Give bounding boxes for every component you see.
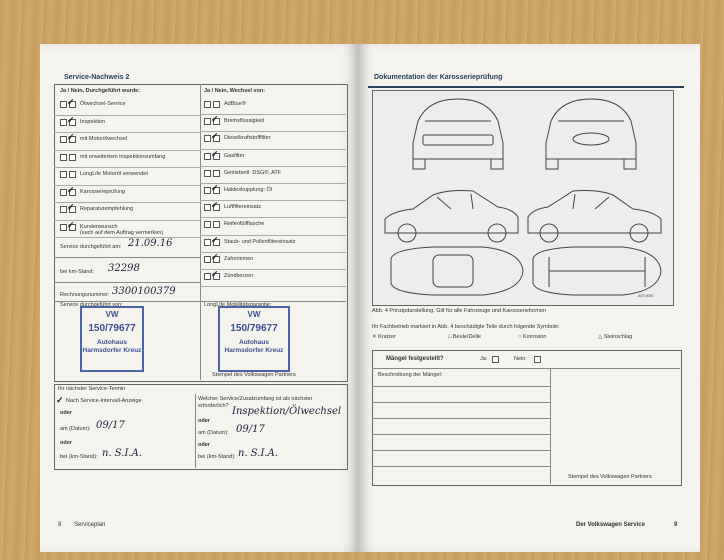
left-check-mark-2: ✓ (67, 132, 75, 142)
right-check-mark-3: ✓ (211, 148, 219, 159)
service-date-label: Service durchgeführt am: (60, 244, 122, 250)
left-item-sublabel: (such auf dem Auftrag vermerken) (80, 229, 164, 236)
right-check-mark-1: ✓ (211, 114, 219, 125)
right-check-mark-6: ✓ (211, 200, 219, 211)
symbol-beule: □ Beule/Delle (448, 334, 481, 340)
right-checkbox-10[interactable] (204, 273, 211, 280)
km-label: bei km-Stand: (60, 269, 94, 275)
oder-4: oder (198, 442, 210, 448)
left-item-label: LongLife Motoröl verwendet (80, 171, 148, 177)
left-item-label: Reparaturempfehlung (80, 206, 134, 212)
am-value-right: 09/17 (236, 424, 265, 435)
stamp-line1: Autohaus (97, 339, 127, 346)
left-checkbox-6[interactable] (60, 206, 67, 213)
right-item-label: AdBlue® (224, 101, 246, 107)
am-label-left: am (Datum): (60, 426, 91, 432)
stamp-brand: VW (247, 310, 261, 319)
stamp-by-label: Service durchgeführt von: (60, 302, 123, 308)
bei-value-right: n. S.I.A. (238, 448, 278, 459)
car-side-left (385, 191, 518, 243)
right-check-mark-2: ✓ (211, 131, 219, 142)
invoice-value: 3300100379 (112, 286, 176, 297)
yes-label: Ja: (480, 356, 488, 362)
stamp-line1: Autohaus (239, 339, 269, 346)
right-checkbox-4[interactable] (204, 170, 211, 177)
left-check-mark-0: ✓ (67, 97, 75, 107)
bei-label-right: bei (km-Stand): (198, 454, 236, 460)
right-item-label: Gasfilter (224, 152, 245, 159)
next-service-value: Inspektion/Ölwechsel (232, 406, 342, 417)
defects-no-checkbox[interactable] (534, 356, 541, 363)
car-front-view (413, 99, 503, 169)
right-checkbox-5[interactable] (204, 187, 211, 194)
oder-1: oder (60, 410, 72, 416)
right-check-mark-10: ✓ (211, 269, 219, 279)
am-label-right: am (Datum): (198, 430, 229, 436)
right-checkbox-6[interactable] (204, 204, 211, 211)
car-diagram (372, 90, 674, 306)
left-page-number: 8 (58, 522, 62, 528)
stamp-number: 150/79677 (88, 323, 136, 334)
symbol-kratzer: ✕ Kratzer (372, 334, 396, 340)
next-interval-check: ✓ (56, 395, 64, 405)
km-value: 32298 (108, 263, 140, 274)
symbol-steinschlag: △ Steinschlag (598, 334, 633, 340)
no-label: Nein: (514, 356, 527, 362)
oder-3: oder (198, 418, 210, 424)
left-checkbox-2[interactable] (60, 136, 67, 143)
next-interval-label: Nach Service-Intervall-Anzeige (66, 398, 142, 404)
symbol-korrosion: ○ Korrosion (518, 334, 547, 340)
right-item-label: Dieselkraftstofffilter (224, 135, 271, 142)
bei-value-left: n. S.I.A. (102, 448, 142, 459)
left-item-label: Inspektion (80, 118, 106, 125)
right-checkbox-2[interactable] (204, 135, 211, 142)
right-checkbox-no-0[interactable] (213, 101, 220, 108)
right-check-mark-5: ✓ (211, 183, 219, 193)
left-checkbox-1[interactable] (60, 119, 67, 126)
right-checkbox-7[interactable] (204, 221, 211, 228)
left-stamp-caption: Stempel des Volkswagen Partners (212, 372, 296, 378)
right-item-label: Getriebeöl: DSG®, ATF (224, 169, 282, 176)
left-checkbox-3[interactable] (60, 154, 67, 161)
defects-question: Mängel festgestellt? (386, 356, 444, 362)
left-item-label: mit Motorölwechsel (80, 136, 128, 142)
left-item-label: Ölwechsel-Service (80, 101, 126, 107)
right-footer-brand: Der Volkswagen Service (576, 522, 645, 528)
left-page-title: Service-Nachweis 2 (64, 74, 130, 81)
right-checkbox-3[interactable] (204, 153, 211, 160)
invoice-label: Rechnungsnummer: (60, 292, 110, 298)
left-checkbox-4[interactable] (60, 171, 67, 178)
longlife-label: LongLife Mobilitätsgarantie: (204, 302, 272, 308)
right-checkbox-9[interactable] (204, 256, 211, 263)
left-check-mark-7: ✓ (67, 219, 75, 230)
left-item-label: Kundenwunsch (80, 223, 118, 230)
right-page-number: 9 (674, 522, 678, 528)
car-top-view (391, 247, 523, 295)
stamp-line2: Harmsdorfer Kreuz (224, 347, 284, 354)
car-side-right (528, 191, 661, 243)
left-checkbox-no-4[interactable] (69, 171, 76, 178)
right-checkbox-8[interactable] (204, 239, 211, 246)
left-item-label: Karosserieprüfung (80, 188, 125, 195)
right-item-label: Haldexkupplung: Öl (224, 187, 273, 193)
defects-description-label: Beschreibung der Mängel: (378, 372, 443, 378)
dealer-stamp-1 (80, 306, 144, 372)
defects-yes-checkbox[interactable] (492, 356, 499, 363)
right-page (358, 44, 700, 552)
next-question-2: erforderlich? (198, 403, 229, 409)
dealer-stamp-2 (218, 306, 290, 372)
right-checkbox-no-4[interactable] (213, 170, 220, 177)
col-right-header: Ja / Nein, Wechsel von: (204, 88, 266, 94)
service-date-value: 21.09.16 (128, 238, 173, 249)
right-item-label: Zündkerzen (224, 273, 254, 279)
left-check-mark-6: ✓ (67, 202, 75, 212)
next-service-title: Ihr nächster Service-Termin (58, 386, 126, 392)
col-left-header: Ja / Nein, Durchgeführt wurde: (60, 88, 141, 94)
right-check-mark-8: ✓ (211, 234, 219, 245)
figure-code: AVT-0000 (638, 294, 654, 298)
stamp-number: 150/79677 (230, 323, 278, 334)
right-stamp-caption: Stempel des Volkswagen Partners (568, 474, 652, 480)
right-checkbox-0[interactable] (204, 101, 211, 108)
left-checkbox-5[interactable] (60, 189, 67, 196)
left-checkbox-7[interactable] (60, 224, 67, 231)
right-checkbox-1[interactable] (204, 118, 211, 125)
right-item-label: Bremsflüssigkeit (224, 118, 265, 125)
left-item-label: mit erweitertem Inspektionsumfang (80, 153, 166, 160)
right-check-mark-9: ✓ (211, 251, 219, 262)
symbol-instruction: Ihr Fachbetrieb markiert in Abb. 4 beschädigte Teile durch folgende Symbole: (372, 324, 560, 330)
next-question: Welcher Service/Zusatzumfang ist als nächster (198, 396, 313, 402)
left-check-mark-5: ✓ (67, 184, 75, 195)
left-checkbox-0[interactable] (60, 101, 67, 108)
left-checkbox-no-3[interactable] (69, 154, 76, 161)
right-item-label: Staub- und Pollenfiltereinsatz (224, 238, 296, 245)
right-checkbox-no-7[interactable] (213, 221, 220, 228)
right-item-label: Reifenfüllflasche (224, 221, 265, 228)
table-divider (200, 84, 201, 380)
stamp-line2: Harmsdorfer Kreuz (82, 347, 142, 354)
car-rear-view (546, 99, 636, 169)
car-underbody-view (533, 247, 661, 295)
right-item-label: Luftfiltereinsatz (224, 204, 261, 211)
oder-2: oder (60, 440, 72, 446)
left-check-mark-1: ✓ (67, 114, 75, 125)
am-value-left: 09/17 (96, 420, 125, 431)
service-booklet (40, 44, 700, 552)
right-item-label: Zahnriemen (224, 255, 254, 262)
left-page (40, 44, 358, 552)
figure-caption: Abb. 4 Prinzipdarstellung. Gilt für alle Fahrzeuge und Karosserieformen (372, 308, 546, 314)
right-page-title: Dokumentation der Karosserieprüfung (374, 74, 503, 81)
bei-label-left: bei (km-Stand): (60, 454, 98, 460)
car-outlines (373, 91, 673, 305)
stamp-brand: VW (105, 310, 119, 319)
left-footer-title: Serviceplan (74, 522, 106, 528)
